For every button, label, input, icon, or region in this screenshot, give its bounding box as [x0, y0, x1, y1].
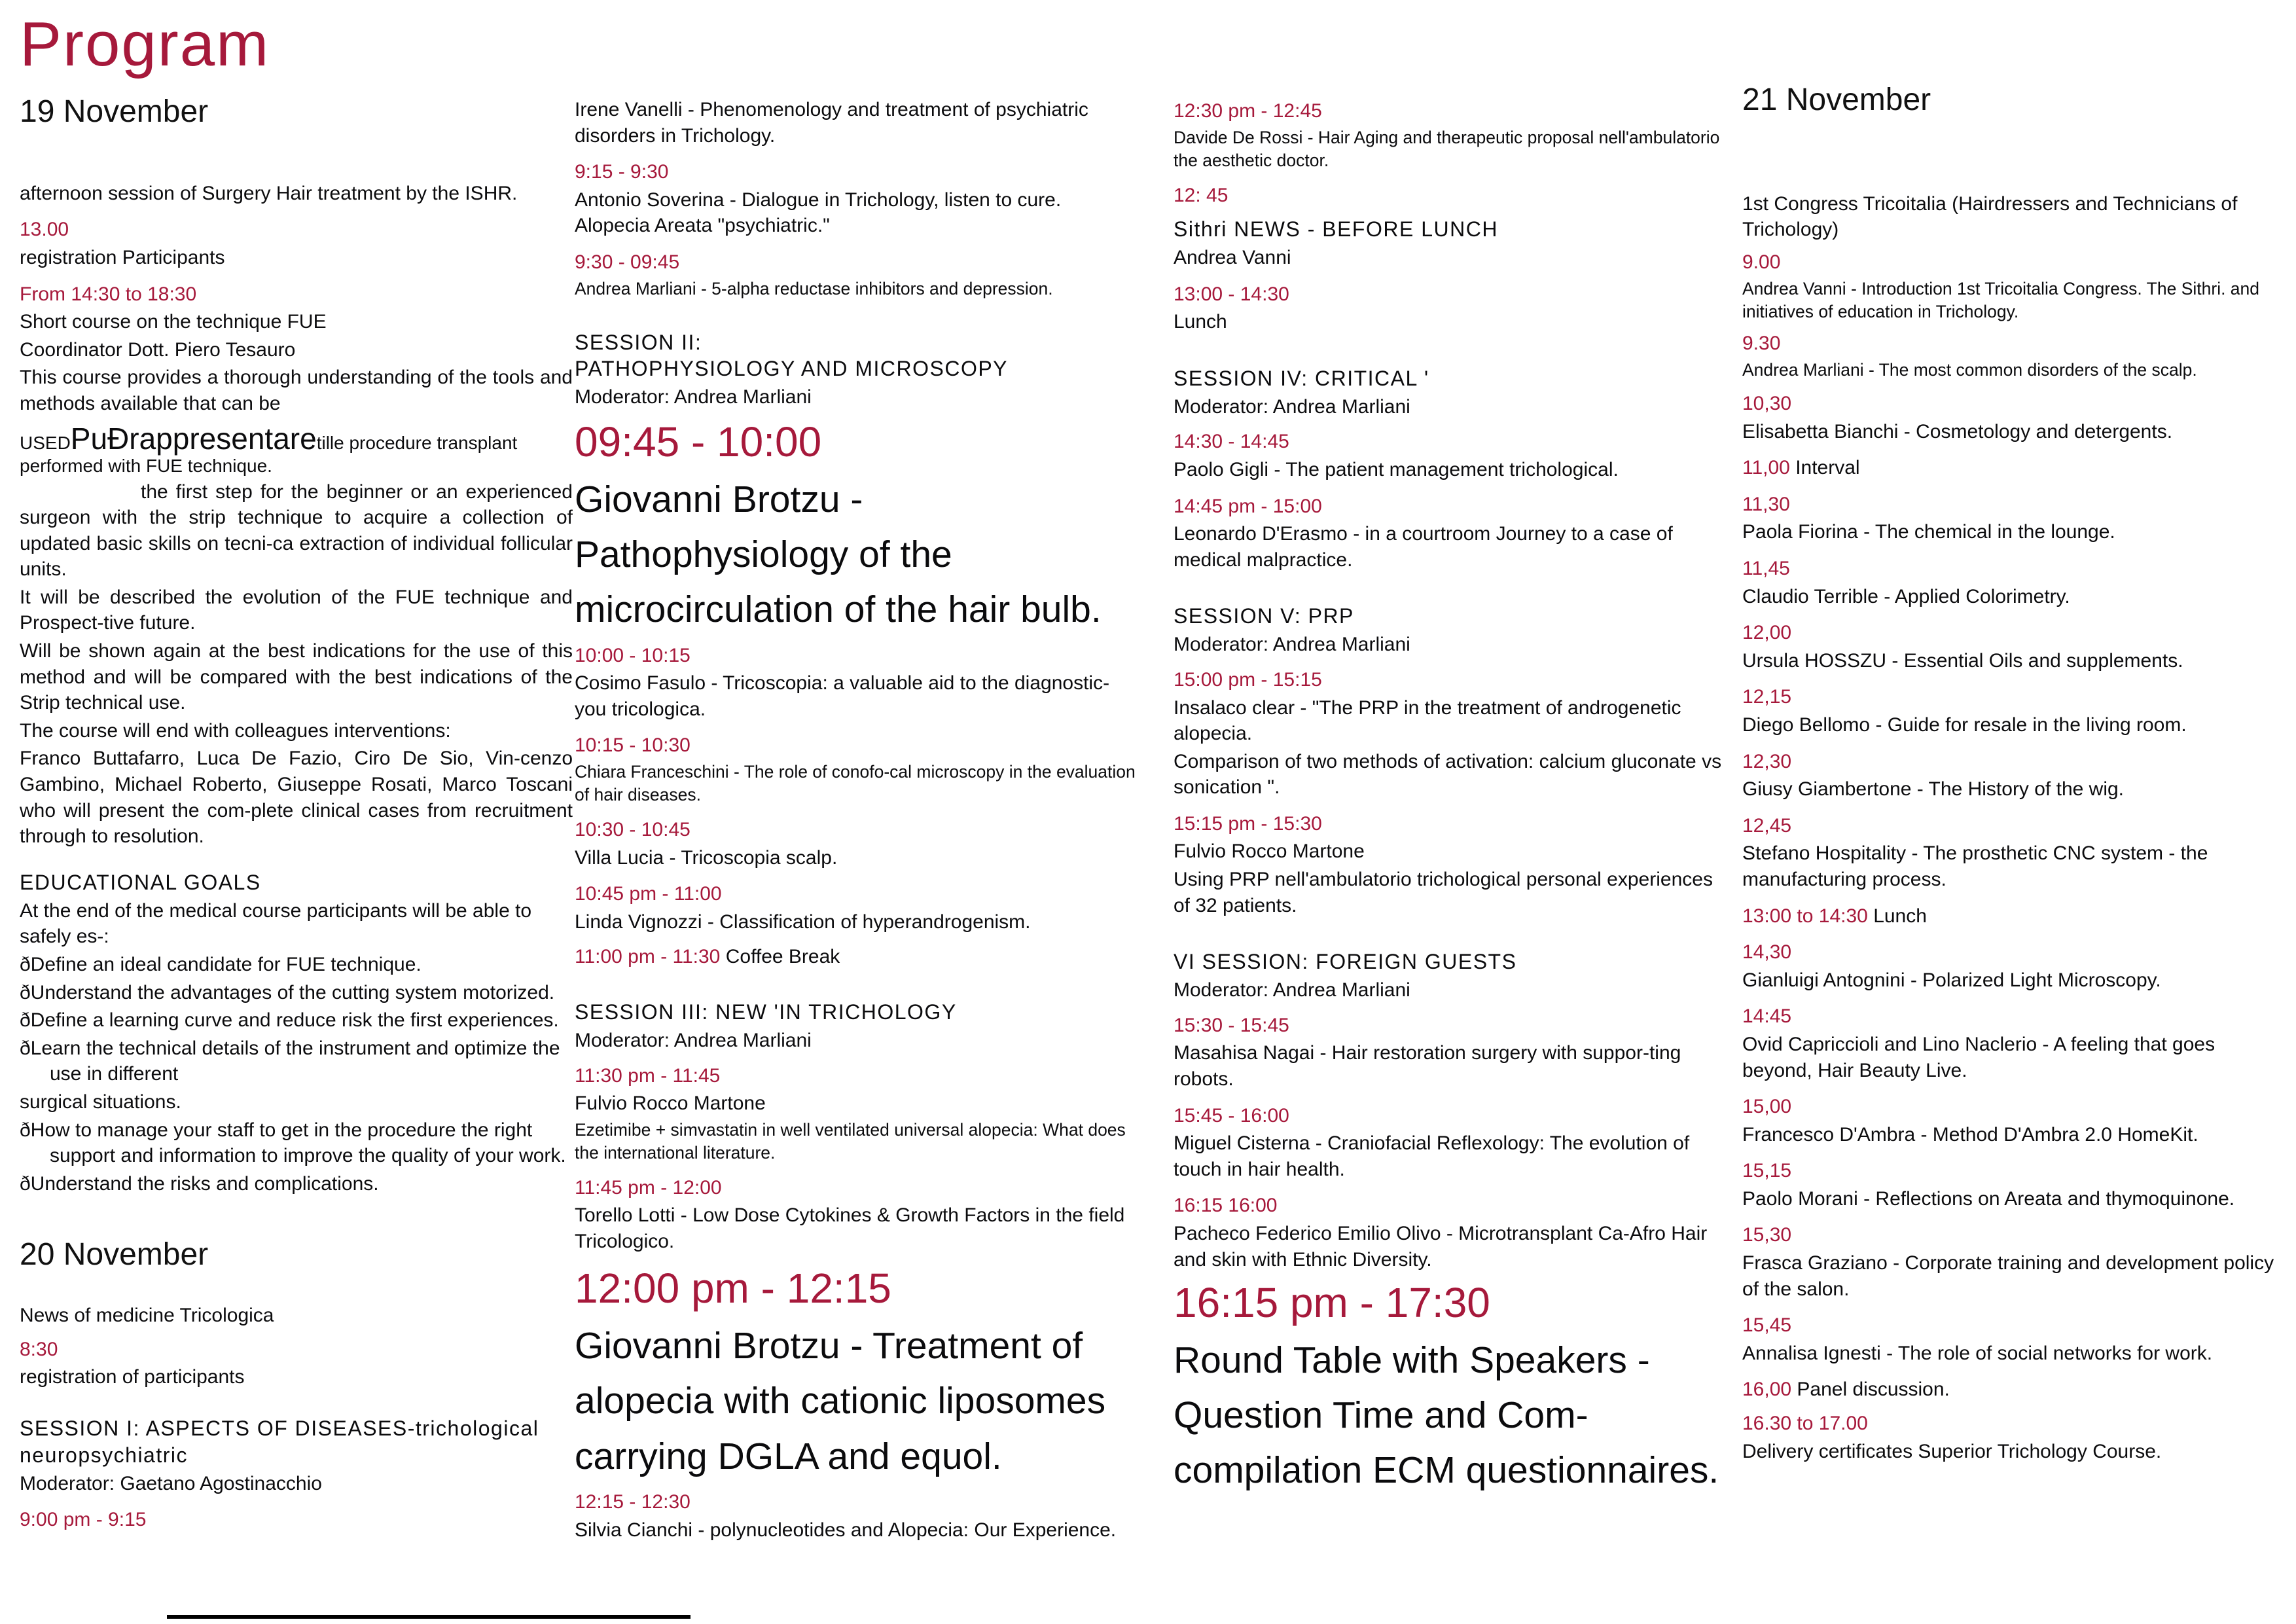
mixed-size-line — [20, 421, 573, 477]
time-label: 15,30 — [1742, 1224, 1792, 1246]
session-heading: Sithri NEWS - BEFORE LUNCH — [1174, 217, 1498, 242]
program-entry: Leonardo D'Erasmo - in a courtroom Journey to a case of medical malpractice. — [1174, 523, 1673, 571]
time-label: 13.00 — [20, 219, 69, 241]
program-entry: Moderator: Andrea Marliani — [1174, 979, 1410, 1001]
program-entry: Andrea Vanni — [1174, 247, 1291, 269]
session-heading: SESSION II: — [575, 330, 702, 354]
inline-entry-text: Panel discussion. — [1797, 1379, 1950, 1401]
featured-talk-title: Round Table with Speakers - Question Time and Com-compilation ECM questionnaires. — [1174, 1339, 1719, 1492]
time-label: 10:45 pm - 11:00 — [575, 883, 722, 905]
time-label: 14:45 — [1742, 1005, 1792, 1028]
page-title: Program — [20, 9, 270, 79]
goal-list-item: ðHow to manage your staff to get in the procedure the right support and information to improve the quality of your work. — [20, 1119, 566, 1167]
program-entry: At the end of the medical course participants will be able to safely es-: — [20, 899, 532, 948]
program-entry: Giusy Giambertone - The History of the wig. — [1742, 778, 2125, 801]
time-label: 12,00 — [1742, 622, 1792, 644]
time-label: 13:00 - 14:30 — [1174, 283, 1289, 305]
time-label: 9.00 — [1742, 251, 1781, 273]
time-label: 11,00 — [1742, 457, 1790, 479]
mixed-line-segment: procedure transplant performed with FUE technique. — [20, 432, 518, 476]
mixed-line-segment: tille — [316, 432, 344, 453]
program-entry: Will be shown again at the best indications for the use of this method and will be compared with the best indications of the Strip technical use. — [20, 640, 573, 714]
program-entry: Andrea Marliani - The most common disorders of the scalp. — [1742, 360, 2197, 380]
time-label: 15:30 - 15:45 — [1174, 1014, 1289, 1036]
program-entry: It will be described the evolution of the FUE technique and Prospect-tive future. — [20, 586, 573, 634]
program-entry: Andrea Vanni - Introduction 1st Tricoitalia Congress. The Sithri. and initiatives of education in Trichology. — [1742, 278, 2260, 321]
time-label: 12,45 — [1742, 814, 1792, 837]
time-label: 10:00 - 10:15 — [575, 644, 691, 666]
date-heading: 21 November — [1742, 82, 1931, 117]
time-label: 13:00 to 14:30 — [1742, 905, 1868, 927]
time-label: 11:00 pm - 11:30 — [575, 946, 721, 968]
session-heading: PATHOPHYSIOLOGY AND MICROSCOPY — [575, 357, 1009, 381]
column-20-november-morning — [575, 0, 1139, 1624]
program-entry: Paola Fiorina - The chemical in the lounge. — [1742, 521, 2115, 543]
time-label-with-text — [1742, 455, 2286, 481]
date-heading: 19 November — [20, 94, 209, 129]
time-label: 12:30 pm - 12:45 — [1174, 100, 1322, 122]
program-entry: Fulvio Rocco Martone — [1174, 840, 1365, 863]
session-heading: SESSION IV: CRITICAL ' — [1174, 366, 1429, 390]
program-entry: Cosimo Fasulo - Tricoscopia: a valuable aid to the diagnostic-you tricologica. — [575, 672, 1110, 720]
time-label: 9:00 pm - 9:15 — [20, 1509, 147, 1531]
program-entry: Diego Bellomo - Guide for resale in the living room. — [1742, 713, 2187, 736]
time-label: 10:30 - 10:45 — [575, 819, 691, 841]
program-entry: 1st Congress Tricoitalia (Hairdressers and Technicians of Trichology) — [1742, 192, 2238, 241]
session-heading: SESSION I: ASPECTS OF DISEASES-trichological neuropsychiatric — [20, 1416, 539, 1467]
inline-entry-text: Interval — [1795, 457, 1860, 479]
program-entry: Miguel Cisterna - Craniofacial Reflexology: The evolution of touch in hair health. — [1174, 1132, 1690, 1180]
program-entry: Frasca Graziano - Corporate training and development policy of the salon. — [1742, 1252, 2274, 1300]
time-label-with-text — [1742, 1377, 2286, 1403]
goal-list-item: ðUnderstand the risks and complications. — [20, 1172, 379, 1195]
program-entry: Antonio Soverina - Dialogue in Trichology, listen to cure. Alopecia Areata "psychiatric." — [575, 189, 1062, 237]
time-label: 9.30 — [1742, 333, 1781, 355]
time-label: 10,30 — [1742, 393, 1792, 415]
program-entry: Villa Lucia - Tricoscopia scalp. — [575, 846, 838, 869]
program-entry: Chiara Franceschini - The role of conofo-cal microscopy in the evaluation of hair diseases. — [575, 762, 1136, 805]
goal-list-item: ðDefine an ideal candidate for FUE technique. — [20, 953, 422, 975]
program-entry: Francesco D'Ambra - Method D'Ambra 2.0 HomeKit. — [1742, 1123, 2198, 1146]
program-entry: Andrea Marliani - 5-alpha reductase inhibitors and depression. — [575, 278, 1053, 298]
program-entry: registration of participants — [20, 1366, 245, 1388]
date-heading: 20 November — [20, 1237, 209, 1272]
time-label: 11:45 pm - 12:00 — [575, 1176, 722, 1199]
program-entry: Paolo Morani - Reflections on Areata and thymoquinone. — [1742, 1187, 2235, 1210]
program-entry: Torello Lotti - Low Dose Cytokines & Growth Factors in the field Tricologico. — [575, 1204, 1125, 1252]
inline-entry-text: Coffee Break — [725, 946, 840, 968]
time-label: 11,30 — [1742, 493, 1790, 515]
program-entry: Moderator: Andrea Marliani — [575, 1029, 812, 1051]
time-label: 12,30 — [1742, 750, 1792, 772]
program-entry: This course provides a thorough understanding of the tools and methods available that can be — [20, 367, 573, 414]
time-label: 14:30 - 14:45 — [1174, 431, 1289, 453]
program-entry: News of medicine Tricologica — [20, 1305, 274, 1327]
time-label-large: 09:45 - 10:00 — [575, 418, 822, 466]
time-label-large: 12:00 pm - 12:15 — [575, 1265, 891, 1312]
time-label: 12,15 — [1742, 686, 1792, 708]
program-entry: The course will end with colleagues interventions: — [20, 719, 451, 742]
time-label: 9:15 - 9:30 — [575, 161, 669, 183]
program-entry: Moderator: Andrea Marliani — [575, 386, 812, 408]
time-label: 11,45 — [1742, 558, 1790, 579]
column-19-november — [20, 0, 573, 1624]
column-21-november — [1742, 0, 2286, 1624]
program-entry: Moderator: Andrea Marliani — [1174, 634, 1410, 656]
program-entry: Ezetimibe + simvastatin in well ventilated universal alopecia: What does the international literature. — [575, 1119, 1126, 1163]
time-label: 11:30 pm - 11:45 — [575, 1064, 721, 1087]
program-entry: Insalaco clear - "The PRP in the treatment of androgenetic alopecia. — [1174, 696, 1681, 745]
inline-entry-text: Lunch — [1873, 905, 1927, 927]
program-entry: Pacheco Federico Emilio Olivo - Microtransplant Ca-Afro Hair and skin with Ethnic Diversity. — [1174, 1222, 1708, 1271]
program-entry: Stefano Hospitality - The prosthetic CNC system - the manufacturing process. — [1742, 842, 2208, 890]
time-label: 9:30 - 09:45 — [575, 251, 680, 273]
time-label-with-text — [575, 944, 1139, 970]
program-entry: Lunch — [1174, 311, 1227, 333]
time-label: 15,15 — [1742, 1160, 1792, 1182]
featured-talk-title: Giovanni Brotzu - Treatment of alopecia with cationic liposomes carrying DGLA and equol. — [575, 1325, 1106, 1477]
program-entry: Silvia Cianchi - polynucleotides and Alopecia: Our Experience. — [575, 1519, 1117, 1541]
program-entry: the first step for the beginner or an experienced surgeon with the strip technique to acquire a collection of updated basic skills on tecni-ca extraction of individual follicular units. — [20, 480, 573, 581]
program-entry: Claudio Terrible - Applied Colorimetry. — [1742, 585, 2070, 607]
time-label: 10:15 - 10:30 — [575, 734, 691, 757]
goal-list-item: ðLearn the technical details of the instrument and optimize the use in different — [20, 1037, 560, 1085]
time-label: 15:45 - 16:00 — [1174, 1104, 1289, 1127]
time-label-with-text — [1742, 903, 2286, 929]
program-entry: Irene Vanelli - Phenomenology and treatment of psychiatric disorders in Trichology. — [575, 99, 1088, 147]
time-label: 16:15 16:00 — [1174, 1195, 1278, 1217]
program-entry: Elisabetta Bianchi - Cosmetology and detergents. — [1742, 420, 2173, 442]
time-label: 15:15 pm - 15:30 — [1174, 812, 1322, 835]
program-entry: afternoon session of Surgery Hair treatment by the ISHR. — [20, 182, 518, 204]
time-label: 12: 45 — [1174, 184, 1229, 206]
mixed-line-segment: USED — [20, 432, 71, 453]
goal-list-item: ðDefine a learning curve and reduce risk the first experiences. — [20, 1009, 559, 1032]
time-label: 15:00 pm - 15:15 — [1174, 668, 1322, 691]
program-entry: Ovid Capriccioli and Lino Naclerio - A feeling that goes beyond, Hair Beauty Live. — [1742, 1033, 2215, 1081]
time-label: 12:15 - 12:30 — [575, 1491, 691, 1513]
session-heading: SESSION III: NEW 'IN TRICHOLOGY — [575, 1000, 957, 1024]
time-label-large: 16:15 pm - 17:30 — [1174, 1279, 1490, 1327]
program-entry: Moderator: Gaetano Agostinacchio — [20, 1472, 322, 1494]
program-entry: Davide De Rossi - Hair Aging and therapeutic proposal nell'ambulatorio the aesthetic doctor. — [1174, 127, 1720, 170]
column-20-november-afternoon — [1174, 0, 1733, 1624]
program-entry: Delivery certificates Superior Trichology Course. — [1742, 1440, 2162, 1462]
program-entry: Ursula HOSSZU - Essential Oils and supplements. — [1742, 649, 2183, 672]
session-heading: EDUCATIONAL GOALS — [20, 870, 261, 894]
time-label: 14:45 pm - 15:00 — [1174, 495, 1322, 517]
program-entry: registration Participants — [20, 246, 225, 268]
session-heading: VI SESSION: FOREIGN GUESTS — [1174, 950, 1517, 974]
program-entry: Moderator: Andrea Marliani — [1174, 395, 1410, 418]
mixed-line-segment: PuÐrappresentare — [70, 421, 317, 456]
program-entry: Masahisa Nagai - Hair restoration surgery with suppor-ting robots. — [1174, 1042, 1681, 1090]
program-entry: surgical situations. — [20, 1091, 181, 1113]
time-label: 8:30 — [20, 1338, 58, 1360]
featured-talk-title: Giovanni Brotzu - Pathophysiology of the microcirculation of the hair bulb. — [575, 478, 1102, 631]
time-label: From 14:30 to 18:30 — [20, 283, 197, 305]
time-label: 15,45 — [1742, 1314, 1792, 1337]
program-entry: Short course on the technique FUE — [20, 311, 327, 333]
session-heading: SESSION V: PRP — [1174, 604, 1354, 628]
program-entry: Annalisa Ignesti - The role of social networks for work. — [1742, 1342, 2213, 1364]
goal-list-item: ðUnderstand the advantages of the cutting system motorized. — [20, 981, 555, 1003]
program-entry: Paolo Gigli - The patient management trichological. — [1174, 459, 1619, 480]
program-entry: Fulvio Rocco Martone — [575, 1092, 766, 1115]
program-entry: Comparison of two methods of activation: calcium gluconate vs sonication ". — [1174, 750, 1722, 799]
program-entry: Using PRP nell'ambulatorio trichological personal experiences of 32 patients. — [1174, 869, 1713, 916]
time-label: 14,30 — [1742, 941, 1792, 964]
time-label: 15,00 — [1742, 1096, 1792, 1118]
program-entry: Gianluigi Antognini - Polarized Light Microscopy. — [1742, 969, 2161, 991]
time-label: 16,00 — [1742, 1379, 1792, 1401]
program-entry: Coordinator Dott. Piero Tesauro — [20, 338, 296, 361]
program-entry: Linda Vignozzi - Classification of hyperandrogenism. — [575, 911, 1031, 933]
time-label: 16.30 to 17.00 — [1742, 1413, 1868, 1435]
program-entry: Franco Buttafarro, Luca De Fazio, Ciro De Sio, Vin-cenzo Gambino, Michael Roberto, Giuseppe Rosati, Marco Toscani who will present the com-plete clinical cases from recruitment through to resolution. — [20, 748, 573, 848]
